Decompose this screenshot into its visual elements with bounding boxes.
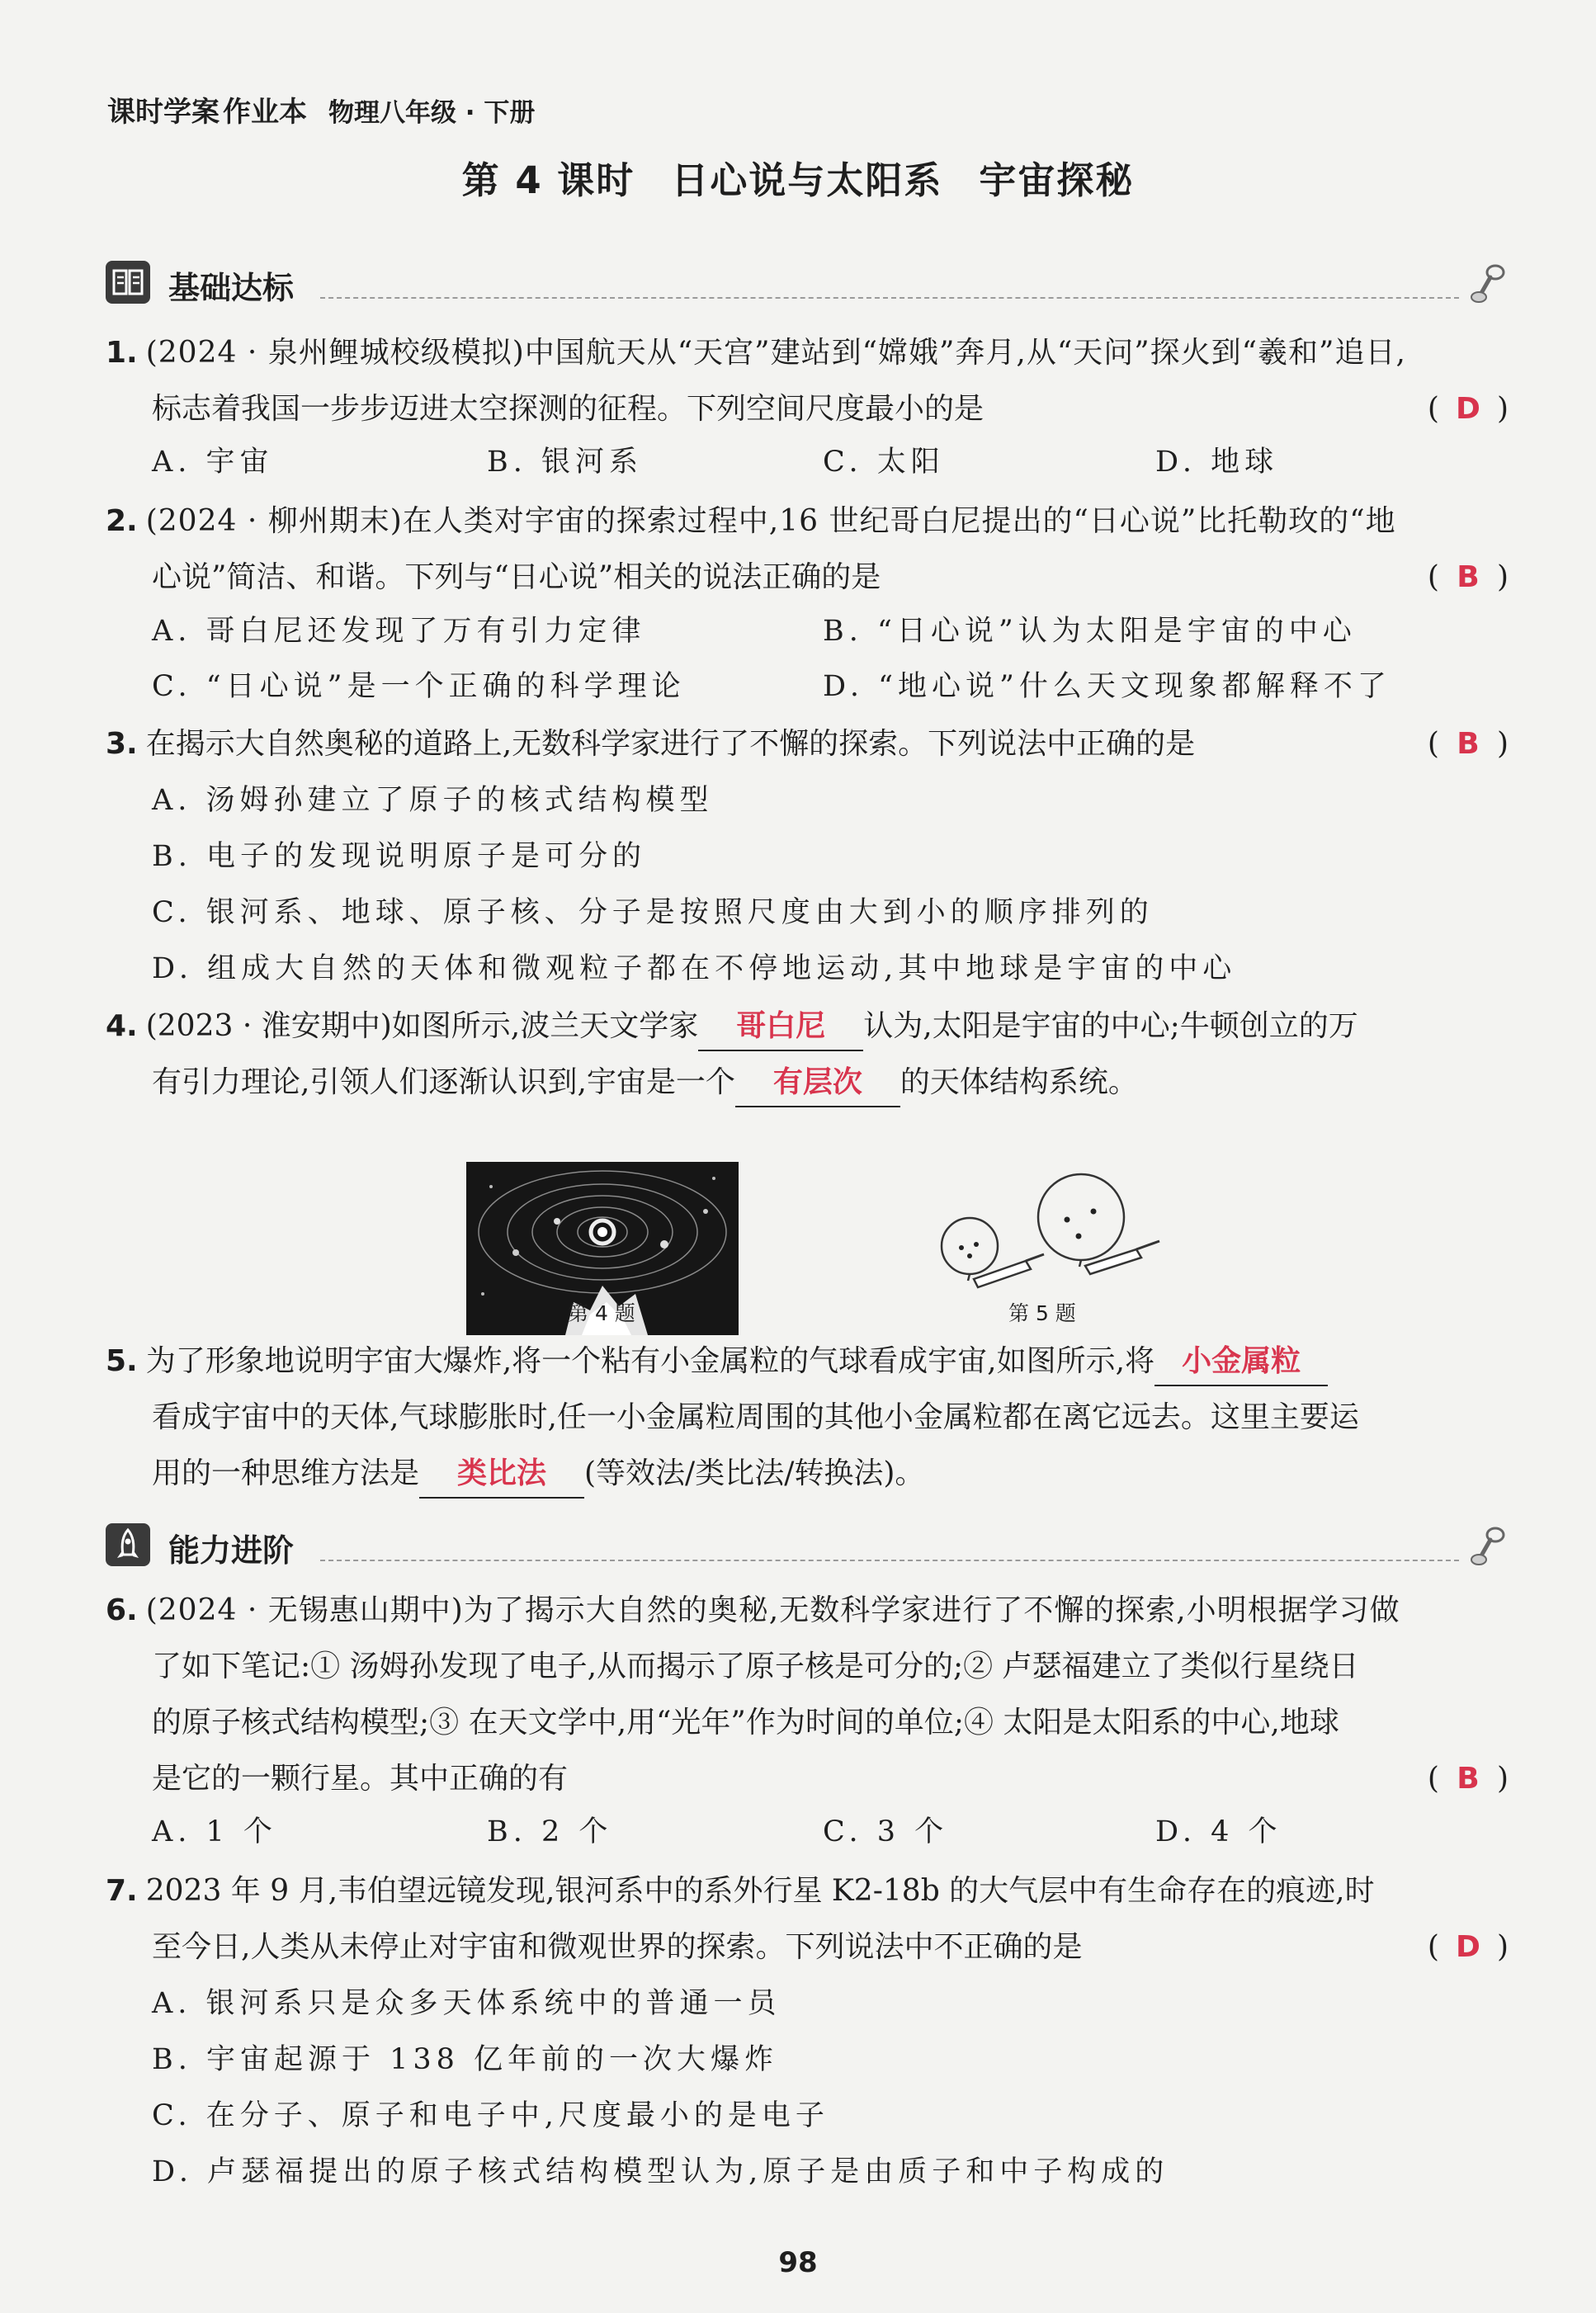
balloon-illustration (928, 1172, 1168, 1296)
page-title (0, 150, 1596, 204)
question-number: 3. (106, 727, 138, 761)
answer-choice: B (1457, 1762, 1480, 1796)
answer-blank: 哥白尼 (698, 1003, 863, 1051)
question-2 (106, 493, 1509, 606)
section-basic-header (106, 257, 1509, 307)
option-b: B. 电子的发现说明原子是可分的 (152, 840, 646, 873)
question-number: 6. (106, 1593, 138, 1627)
title-part-2: 宇宙探秘 (979, 158, 1135, 202)
question-text: 有引力理论,引领人们逐渐认识到,宇宙是一个 (152, 1065, 735, 1099)
question-text: 的天体结构系统。 (900, 1065, 1138, 1099)
question-text: (等效法/类比法/转换法)。 (584, 1456, 925, 1490)
question-text: 标志着我国一步步迈进太空探测的征程。下列空间尺度最小的是 (152, 392, 985, 426)
page-number: 98 (778, 2246, 818, 2279)
answer-choice: B (1457, 727, 1480, 761)
answer-choice: D (1456, 1930, 1480, 1964)
question-text: 是它的一颗行星。其中正确的有 (152, 1762, 569, 1796)
question-3 (106, 716, 1509, 772)
question-text: 2023 年 9 月,韦伯望远镜发现,银河系中的系外行星 K2-18b 的大气层中有生命存在的痕迹,时 (145, 1874, 1375, 1908)
option-d: D. “地心说”什么天文现象都解释不了 (823, 670, 1391, 703)
answer-paren: ( D ) (1428, 381, 1509, 437)
book-icon (106, 261, 150, 304)
option-b: B. 银河系 (487, 446, 643, 479)
question-number: 1. (106, 336, 138, 370)
option-c: C. 在分子、原子和电子中,尺度最小的是电子 (152, 2099, 829, 2132)
option-b: B. “日心说”认为太阳是宇宙的中心 (823, 615, 1357, 648)
question-6 (106, 1583, 1509, 1807)
question-text: 用的一种思维方法是 (152, 1456, 420, 1490)
question-number: 5. (106, 1344, 138, 1378)
option-c: C. “日心说”是一个正确的科学理论 (152, 670, 686, 703)
section-advanced-header (106, 1520, 1509, 1570)
question-text: (2024 · 泉州鲤城校级模拟)中国航天从“天宫”建站到“嫦娥”奔月,从“天问”探火到“羲和”追日, (145, 336, 1406, 370)
question-5 (106, 1334, 1509, 1502)
question-text: (2024 · 柳州期末)在人类对宇宙的探索过程中,16 世纪哥白尼提出的“日心说”比托勒玫的“地 (145, 504, 1396, 538)
option-c: C. 太阳 (823, 446, 945, 479)
question-text: 的原子核式结构模型;③ 在天文学中,用“光年”作为时间的单位;④ 太阳是太阳系的中心,地球 (152, 1706, 1339, 1739)
answer-blank: 类比法 (419, 1451, 584, 1499)
question-1 (106, 325, 1509, 437)
option-a: A. 银河系只是众多天体系统中的普通一员 (152, 1987, 781, 2020)
question-text: 看成宇宙中的天体,气球膨胀时,任一小金属粒周围的其他小金属粒都在离它远去。这里主要运 (152, 1400, 1359, 1434)
question-text: 了如下笔记:① 汤姆孙发现了电子,从而揭示了原子核是可分的;② 卢瑟福建立了类似行星绕日 (152, 1650, 1359, 1683)
answer-choice: D (1456, 392, 1480, 426)
section-title: 基础达标 (168, 270, 295, 306)
figure-5-caption: 第 5 题 (1008, 1301, 1076, 1325)
answer-paren: ( B ) (1428, 1751, 1509, 1807)
option-c: C. 3 个 (823, 1815, 949, 1848)
rocket-icon (106, 1523, 150, 1566)
question-4 (106, 998, 1509, 1111)
title-part-1: 日心说与太阳系 (671, 158, 943, 202)
question-text: (2024 · 无锡惠山期中)为了揭示大自然的奥秘,无数科学家进行了不懈的探索,小明根据学习做 (145, 1593, 1400, 1627)
section-divider (320, 1560, 1459, 1561)
option-a: A. 哥白尼还发现了万有引力定律 (152, 615, 646, 648)
option-d: D. 地球 (1155, 446, 1279, 479)
option-c: C. 银河系、地球、原子核、分子是按照尺度由大到小的顺序排列的 (152, 896, 1154, 929)
question-number: 4. (106, 1009, 138, 1043)
answer-paren: ( D ) (1428, 1919, 1509, 1975)
section-title: 能力进阶 (168, 1532, 295, 1569)
answer-blank: 小金属粒 (1155, 1338, 1328, 1386)
answer-choice: B (1457, 560, 1480, 594)
option-b: B. 宇宙起源于 138 亿年前的一次大爆炸 (152, 2043, 779, 2076)
question-text: 至今日,人类从未停止对宇宙和微观世界的探索。下列说法中不正确的是 (152, 1930, 1083, 1964)
question-text: 认为,太阳是宇宙的中心;牛顿创立的万 (863, 1009, 1358, 1043)
answer-paren: ( B ) (1428, 716, 1509, 772)
pin-icon (1471, 1525, 1509, 1566)
question-text: 心说”简洁、和谐。下列与“日心说”相关的说法正确的是 (152, 560, 881, 594)
question-7 (106, 1863, 1509, 1975)
option-b: B. 2 个 (487, 1815, 613, 1848)
question-number: 7. (106, 1874, 138, 1908)
running-header (107, 89, 535, 130)
option-a: A. 宇宙 (152, 446, 274, 479)
question-text: 为了形象地说明宇宙大爆炸,将一个粘有小金属粒的气球看成宇宙,如图所示,将 (145, 1344, 1155, 1378)
option-a: A. 1 个 (152, 1815, 277, 1848)
question-number: 2. (106, 504, 138, 538)
lesson-number: 第 4 课时 (461, 158, 635, 202)
book-name: 作业本 (223, 96, 307, 129)
answer-paren: ( B ) (1428, 550, 1509, 606)
figure-4-caption: 第 4 题 (568, 1301, 635, 1325)
question-text: (2023 · 淮安期中)如图所示,波兰天文学家 (145, 1009, 699, 1043)
answer-blank: 有层次 (735, 1060, 900, 1107)
section-divider (320, 297, 1459, 299)
option-d: D. 组成大自然的天体和微观粒子都在不停地运动,其中地球是宇宙的中心 (152, 952, 1237, 985)
option-d: D. 卢瑟福提出的原子核式结构模型认为,原子是由质子和中子构成的 (152, 2155, 1169, 2188)
series-name: 课时学案 (107, 96, 220, 129)
pin-icon (1471, 262, 1509, 304)
subject-name: 物理八年级 · 下册 (328, 98, 536, 128)
question-text: 在揭示大自然奥秘的道路上,无数科学家进行了不懈的探索。下列说法中正确的是 (145, 727, 1196, 761)
option-a: A. 汤姆孙建立了原子的核式结构模型 (152, 784, 714, 817)
option-d: D. 4 个 (1155, 1815, 1282, 1848)
